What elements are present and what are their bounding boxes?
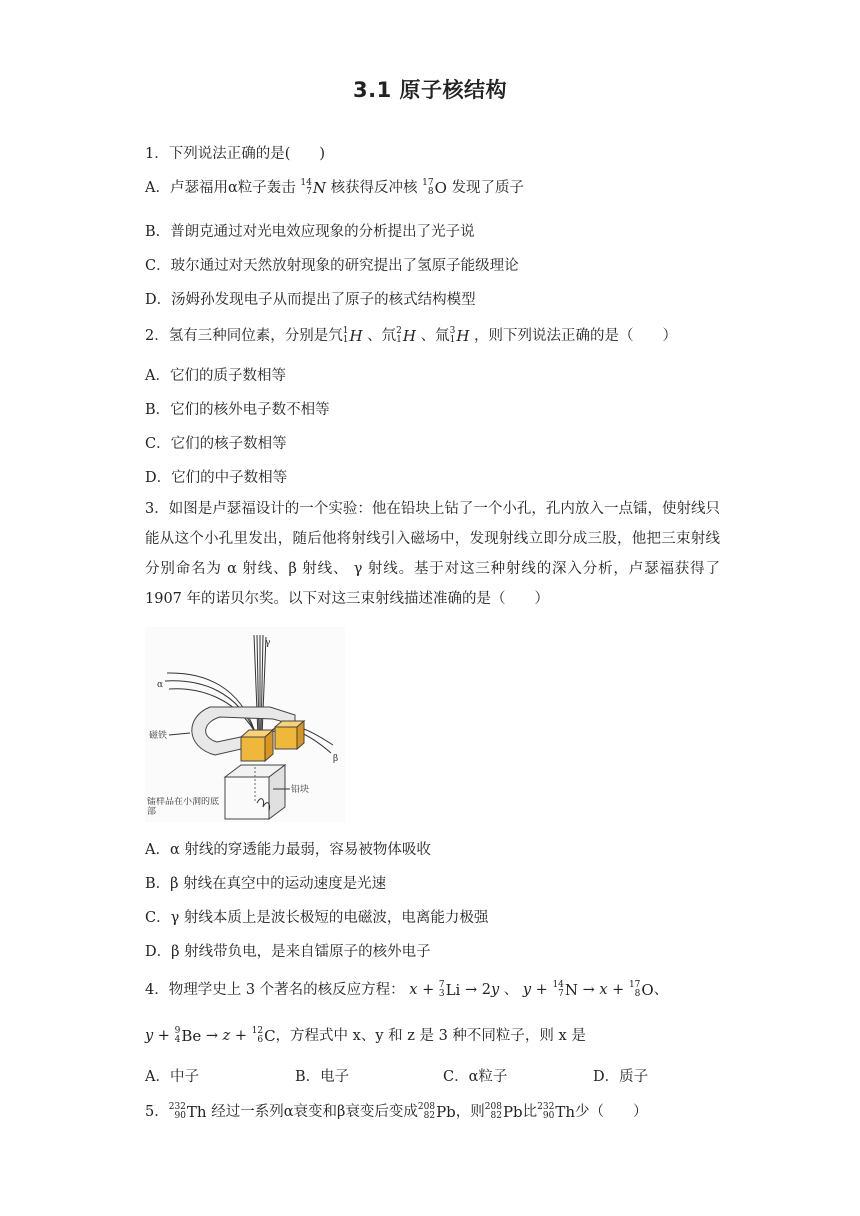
var-y: y — [522, 982, 532, 998]
element-symbol: H — [349, 327, 363, 345]
charge-number: 90 — [174, 1111, 186, 1121]
q1-option-b: B．普朗克通过对光电效应现象的分析提出了光子说 — [145, 224, 475, 240]
charge-number: 82 — [423, 1111, 436, 1121]
separator: 、 — [499, 982, 523, 998]
lithium-7-nuclide — [439, 981, 461, 999]
gamma-label: γ — [265, 638, 271, 648]
charge-number: 8 — [427, 187, 434, 197]
element-symbol: H — [402, 327, 416, 345]
oxygen-17-nuclide — [629, 981, 654, 999]
mass-number: 7 — [438, 980, 445, 990]
page-title: 3.1 原子核结构 — [352, 78, 507, 102]
charge-number: 7 — [558, 989, 564, 999]
q4-option-d: D．质子 — [593, 1069, 649, 1085]
lead-208-nuclide — [485, 1103, 523, 1121]
mass-number: 14 — [300, 178, 312, 188]
element-symbol: N — [312, 179, 326, 197]
element-symbol: Pb — [436, 1103, 456, 1121]
mass-number: 17 — [628, 980, 641, 990]
mass-number: 17 — [422, 178, 434, 188]
mass-number: 232 — [537, 1102, 555, 1112]
q5-mid3: 比 — [522, 1104, 538, 1120]
plus-sign: + — [417, 982, 439, 998]
element-symbol: Be — [181, 1027, 202, 1045]
q4-stem-post: ，方程式中 x、y 和 z 是 3 种不同粒子，则 x 是 — [275, 1028, 586, 1044]
q1-a-text-mid: 核获得反冲核 — [330, 180, 418, 196]
q1-option-a — [145, 176, 524, 197]
q4-stem-line2: y + 9 4 Be → z + 12 6 C，方程式中 x、y 和 z 是 3 种不同粒子，则 x 是 — [145, 1026, 586, 1045]
deuterium-nuclide — [396, 327, 416, 345]
mass-number: 1 — [342, 326, 349, 336]
arrow-sign: → 2 — [460, 982, 491, 998]
q2-option-c: C．它们的核子数相等 — [145, 436, 287, 452]
charge-number: 1 — [396, 335, 402, 345]
q4-option-b: B．电子 — [295, 1069, 350, 1085]
beryllium-9-nuclide — [175, 1027, 202, 1045]
q2-sep2: 、氚 — [416, 328, 450, 344]
q3-option-c: C．γ 射线本质上是波长极短的电磁波，电离能力极强 — [145, 910, 489, 926]
element-symbol: N — [564, 981, 579, 999]
q4-option-a: A．中子 — [145, 1069, 199, 1085]
mass-number: 3 — [449, 326, 456, 336]
mass-number: 208 — [417, 1102, 436, 1112]
mass-number: 14 — [552, 980, 564, 990]
charge-number: 8 — [634, 989, 641, 999]
q3-option-b: B．β 射线在真空中的运动速度是光速 — [145, 876, 387, 892]
magnet-label: 磁铁 — [149, 731, 168, 741]
q1-option-d: D．汤姆孙发现电子从而提出了原子的核式结构模型 — [145, 292, 476, 308]
q1-stem: 1．下列说法正确的是( ) — [145, 146, 326, 162]
lead-block-label: 铅块 — [291, 785, 310, 795]
element-symbol: Li — [445, 981, 461, 999]
protium-nuclide — [343, 327, 363, 345]
charge-number: 4 — [174, 1035, 181, 1045]
radium-sample-label: 镭样品在小洞的底部 — [147, 797, 220, 817]
mass-number: 9 — [174, 1026, 181, 1036]
mass-number: 208 — [484, 1102, 502, 1112]
mass-number: 232 — [168, 1102, 186, 1112]
q4-stem-pre: 4．物理学史上 3 个著名的核反应方程： — [145, 982, 405, 998]
q5-post: 少（ ） — [575, 1104, 648, 1120]
q5-mid: 经过一系列α衰变和β衰变后变成 — [206, 1104, 418, 1120]
charge-number: 90 — [542, 1111, 555, 1121]
nitrogen-14-nuclide — [300, 179, 326, 197]
q2-stem-pre: 2．氢有三种同位素，分别是氕 — [145, 328, 343, 344]
q5-mid2: ，则 — [455, 1104, 485, 1120]
charge-number: 1 — [342, 335, 349, 345]
q2-sep1: 、氘 — [362, 328, 397, 344]
lead-208-nuclide — [418, 1103, 456, 1121]
charge-number: 7 — [306, 187, 312, 197]
q4-tail: 、 — [653, 982, 669, 998]
q5-stem — [145, 1100, 648, 1121]
q2-option-d: D．它们的中子数相等 — [145, 470, 288, 486]
nitrogen-14-nuclide — [552, 981, 578, 999]
q3-stem: 3．如图是卢瑟福设计的一个实验：他在铅块上钻了一个小孔，孔内放入一点镭，使射线只能从这个小孔里发出，随后他将射线引入磁场中，发现射线立即分成三股，他把三束射线分别命名为 α 射线、β 射线、 γ 射线。基于对这三种射线的深入分析，卢瑟福获得了 1907 年的诺贝尔奖。以下对这三束射线描述准确的是（ ） — [145, 501, 720, 607]
thorium-232-nuclide — [169, 1103, 207, 1121]
element-symbol: O — [641, 981, 654, 999]
q2-option-b: B．它们的核外电子数不相等 — [145, 402, 330, 418]
q1-a-text-pre: A．卢瑟福用α粒子轰击 — [145, 180, 296, 196]
var-x: x — [599, 982, 608, 998]
q3-option-d: D．β 射线带负电，是来自镭原子的核外电子 — [145, 944, 431, 960]
mass-number: 2 — [396, 326, 402, 336]
q4-stem-line1: 4．物理学史上 3 个著名的核反应方程： x + 7 3 Li → 2y 、 y + 14 7 N → x + 17 8 O、 — [145, 980, 669, 999]
element-symbol: Pb — [502, 1103, 523, 1121]
q5-number: 5． — [145, 1104, 169, 1120]
q1-option-c: C．玻尔通过对天然放射现象的研究提出了氢原子能级理论 — [145, 258, 519, 274]
q1-a-text-post: 发现了质子 — [451, 180, 525, 196]
oxygen-17-nuclide — [422, 179, 447, 197]
carbon-12-nuclide — [252, 1027, 276, 1045]
var-y: y — [490, 982, 500, 998]
element-symbol: O — [434, 179, 447, 197]
charge-number: 3 — [438, 989, 445, 999]
rutherford-experiment-figure — [145, 627, 345, 822]
q2-option-a: A．它们的质子数相等 — [145, 368, 286, 384]
q3-option-a: A．α 射线的穿透能力最弱，容易被物体吸收 — [145, 842, 431, 858]
beta-label: β — [333, 754, 339, 764]
mass-number: 12 — [251, 1026, 264, 1036]
sample-label-container — [147, 797, 227, 822]
var-z: z — [222, 1028, 231, 1044]
element-symbol: Th — [186, 1103, 207, 1121]
element-symbol: Th — [555, 1103, 576, 1121]
q2-stem-post: ，则下列说法正确的是（ ） — [469, 328, 678, 344]
q2-stem — [145, 324, 677, 345]
alpha-label: α — [157, 680, 164, 690]
tritium-nuclide — [450, 327, 470, 345]
experiment-diagram — [145, 627, 345, 822]
element-symbol: C — [264, 1027, 276, 1045]
charge-number: 6 — [257, 1035, 264, 1045]
charge-number: 82 — [490, 1111, 502, 1121]
q4-option-c: C．α粒子 — [443, 1069, 508, 1085]
var-x: x — [409, 982, 418, 998]
element-symbol: H — [456, 327, 470, 345]
var-y: y — [145, 1028, 154, 1044]
thorium-232-nuclide — [537, 1103, 575, 1121]
charge-number: 1 — [449, 335, 456, 345]
